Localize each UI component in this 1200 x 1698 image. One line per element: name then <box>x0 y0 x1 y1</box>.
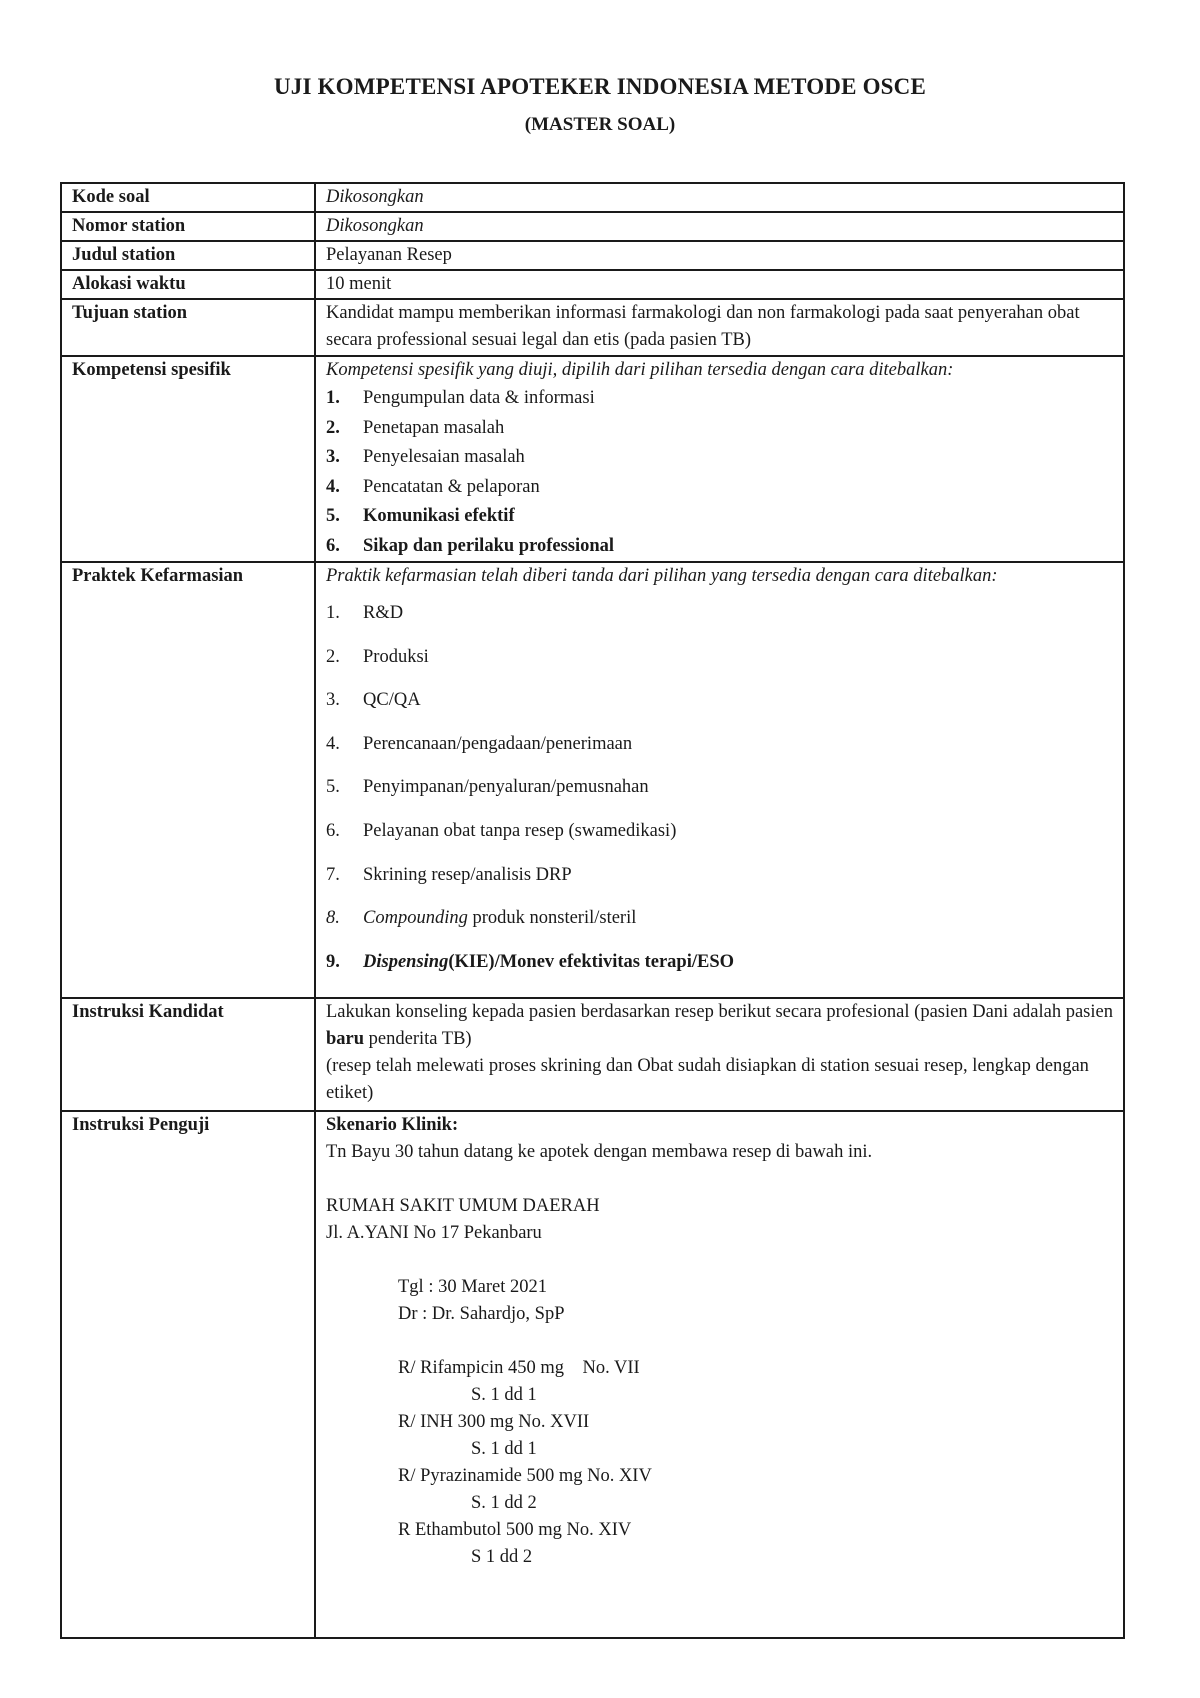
rx-drug: R/ Rifampicin 450 mg No. VII <box>398 1358 640 1378</box>
document-subtitle: (MASTER SOAL) <box>524 114 676 135</box>
rx-drug: R Ethambutol 500 mg No. XIV <box>398 1520 632 1540</box>
praktek-list <box>326 598 1117 990</box>
praktek-value <box>315 562 1124 998</box>
rx-signa: S. 1 dd 2 <box>471 1493 537 1513</box>
praktek-label: Praktek Kefarmasian <box>61 562 315 998</box>
rx-signa: S. 1 dd 1 <box>471 1385 537 1405</box>
skenario-text: Tn Bayu 30 tahun datang ke apotek dengan membawa resep di bawah ini. <box>326 1142 873 1162</box>
kompetensi-item: 4. Pencatatan & pelaporan <box>326 476 540 497</box>
alokasi-waktu-value: 10 menit <box>315 270 1124 299</box>
kompetensi-label: Kompetensi spesifik <box>61 356 315 562</box>
rx-drug: R/ INH 300 mg No. XVII <box>398 1412 590 1432</box>
praktek-item: 3. QC/QA <box>326 690 421 711</box>
instruksi-kandidat-note: (resep telah melewati proses skrining dan Obat sudah disiapkan di station sesuai resep, lengkap dengan etiket) <box>326 1056 1089 1103</box>
praktek-item-selected: 9. Dispensing(KIE)/Monev efektivitas terapi/ESO <box>326 951 735 972</box>
praktek-item: 2. Produksi <box>326 646 429 667</box>
rx-signa: S 1 dd 2 <box>471 1547 533 1567</box>
kompetensi-item-selected: 6. Sikap dan perilaku professional <box>326 535 615 556</box>
praktek-item: 4. Perencanaan/pengadaan/penerimaan <box>326 733 633 754</box>
row-instruksi-kandidat <box>61 998 1124 1111</box>
alokasi-waktu-label: Alokasi waktu <box>61 270 315 299</box>
tujuan-station-value: Kandidat mampu memberikan informasi farmakologi dan non farmakologi pada saat penyerahan obat secara professional sesuai legal dan etis (pada pasien TB) <box>315 299 1124 356</box>
kompetensi-item-selected: 5. Komunikasi efektif <box>326 506 515 526</box>
row-praktek-kefarmasian <box>61 562 1124 998</box>
praktek-item: 1. R&D <box>326 603 404 623</box>
praktek-item: 7. Skrining resep/analisis DRP <box>326 864 572 885</box>
kode-soal-label: Kode soal <box>61 183 315 212</box>
praktek-item: 8. Compounding produk nonsteril/steril <box>326 908 637 929</box>
praktek-item: 5. Penyimpanan/penyaluran/pemusnahan <box>326 777 649 798</box>
kompetensi-value <box>315 356 1124 562</box>
row-kompetensi-spesifik <box>61 356 1124 562</box>
nomor-station-label: Nomor station <box>61 212 315 241</box>
kompetensi-list <box>326 384 1117 561</box>
row-kode-soal <box>61 183 1124 212</box>
instruksi-kandidat-value <box>315 998 1124 1111</box>
praktek-item: 6. Pelayanan obat tanpa resep (swamedikasi) <box>326 820 677 841</box>
kode-soal-value: Dikosongkan <box>315 183 1124 212</box>
kompetensi-item: 1. Pengumpulan data & informasi <box>326 388 595 408</box>
nomor-station-value: Dikosongkan <box>315 212 1124 241</box>
judul-station-value: Pelayanan Resep <box>315 241 1124 270</box>
instruksi-kandidat-label: Instruksi Kandidat <box>61 998 315 1111</box>
instruksi-penguji-label: Instruksi Penguji <box>61 1111 315 1638</box>
row-alokasi-waktu <box>61 270 1124 299</box>
instruksi-penguji-value <box>315 1111 1124 1638</box>
judul-station-label: Judul station <box>61 241 315 270</box>
prescription-doctor: Dr : Dr. Sahardjo, SpP <box>398 1304 565 1324</box>
kompetensi-intro: Kompetensi spesifik yang diuji, dipilih dari pilihan tersedia dengan cara ditebalkan: <box>326 360 954 380</box>
instruksi-kandidat-text: Lakukan konseling kepada pasien berdasarkan resep berikut secara profesional (pasien Dani adalah pasien baru penderita TB) <box>326 1002 1113 1049</box>
kompetensi-item: 2. Penetapan masalah <box>326 417 505 438</box>
row-nomor-station <box>61 212 1124 241</box>
prescription-date: Tgl : 30 Maret 2021 <box>398 1277 548 1297</box>
rx-signa: S. 1 dd 1 <box>471 1439 537 1459</box>
row-judul-station <box>61 241 1124 270</box>
praktek-intro: Praktik kefarmasian telah diberi tanda dari pilihan yang tersedia dengan cara ditebalkan: <box>326 566 998 586</box>
row-tujuan-station <box>61 299 1124 356</box>
kompetensi-item: 3. Penyelesaian masalah <box>326 447 525 467</box>
rx-drug: R/ Pyrazinamide 500 mg No. XIV <box>398 1466 652 1486</box>
hospital-name: RUMAH SAKIT UMUM DAERAH <box>326 1196 600 1216</box>
skenario-heading: Skenario Klinik: <box>326 1115 459 1135</box>
row-instruksi-penguji <box>61 1111 1124 1638</box>
master-soal-table <box>60 182 1125 1639</box>
document-title: UJI KOMPETENSI APOTEKER INDONESIA METODE OSCE <box>273 74 927 99</box>
tujuan-station-label: Tujuan station <box>61 299 315 356</box>
hospital-address: Jl. A.YANI No 17 Pekanbaru <box>326 1223 542 1243</box>
